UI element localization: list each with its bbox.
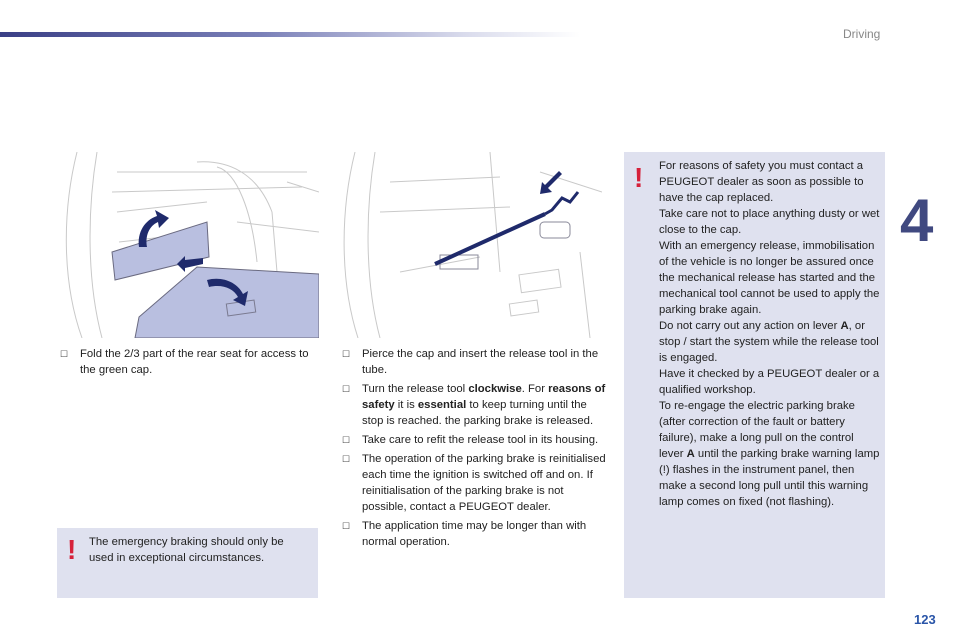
list-item: ☐ The operation of the parking brake is reinitialised each time the ignition is switched off and on. If reinitialisation of the parking brake is not possible, contact a PEUGEOT dealer. <box>342 453 606 513</box>
checkbox-bullet-icon: ☐ <box>60 349 69 359</box>
warning-text: The emergency braking should only be used in exceptional circumstances. <box>89 536 284 564</box>
list-item: ☐ Pierce the cap and insert the release tool in the tube. <box>342 348 599 376</box>
warning-icon: ! <box>634 162 644 193</box>
page-number: 123 <box>914 612 936 627</box>
warning-text: For reasons of safety you must contact a PEUGEOT dealer as soon as possible to have the cap replaced. Take care not to place anything dusty or wet close to the cap. With an emergency release, immobilisation of the vehicle is no longer be assured once the mechanical release has started and the mechanical tool cannot be used to apply the parking brake again. Do not carry out any action on lever A, or stop / start the system while the release tool is engaged. Have it checked by a PEUGEOT dealer or a qualified workshop. To re-engage the electric parking brake (after correction of the fault or battery failure), make a long pull on the control lever A until the parking brake warning lamp (!) flashes in the instrument panel, then make a second long pull until this warning lamp comes on fixed (not flashing). <box>659 160 880 508</box>
warning-box-emergency-braking <box>57 528 318 598</box>
list-item: ☐ The application time may be longer than with normal operation. <box>342 520 587 548</box>
checkbox-bullet-icon: ☐ <box>342 349 351 359</box>
section-title: Driving <box>843 27 881 41</box>
warning-box-safety <box>624 152 885 598</box>
checkbox-bullet-icon: ☐ <box>342 384 351 394</box>
checkbox-bullet-icon: ☐ <box>342 454 351 464</box>
step2-bullet-list <box>340 346 606 553</box>
illustration-rear-seat-fold <box>57 152 319 338</box>
illustration-release-tool <box>340 152 602 338</box>
checkbox-bullet-icon: ☐ <box>342 435 351 445</box>
list-item: ☐ Turn the release tool clockwise. For reasons of safety it is essential to keep turning until the stop is reached. the parking brake is released. <box>342 383 606 427</box>
header-gradient-bar <box>0 32 580 37</box>
rear-seat-drawing <box>57 152 319 338</box>
release-tool-drawing <box>340 152 602 338</box>
warning-icon: ! <box>67 534 77 565</box>
list-item: ☐ Fold the 2/3 part of the rear seat for access to the green cap. <box>60 348 309 376</box>
list-item: ☐ Take care to refit the release tool in its housing. <box>342 434 599 446</box>
step1-bullet-list <box>58 346 320 381</box>
chapter-number: 4 <box>900 187 934 254</box>
checkbox-bullet-icon: ☐ <box>342 521 351 531</box>
